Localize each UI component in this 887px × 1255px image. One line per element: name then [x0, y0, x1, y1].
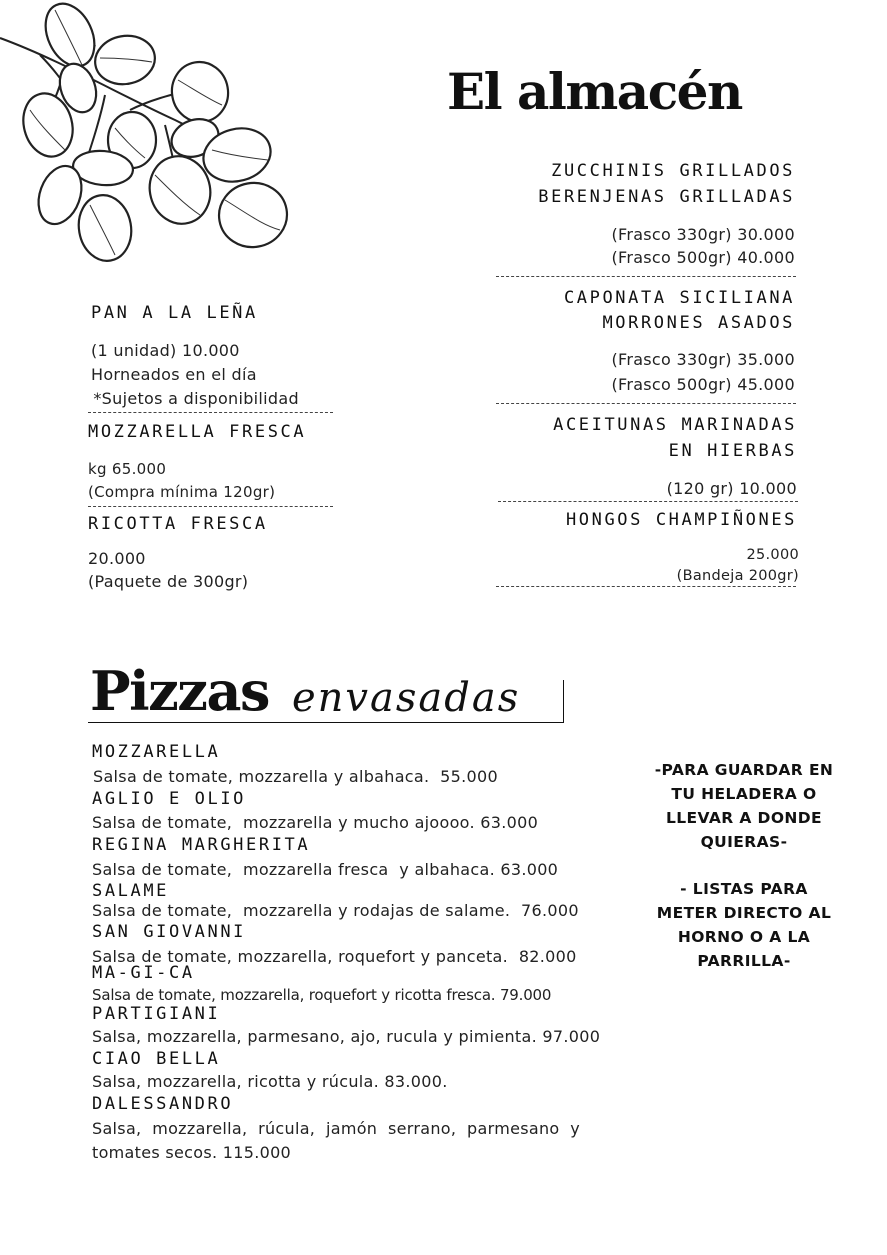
product-detail: 20.000 [88, 549, 146, 568]
pizza-name: SAN GIOVANNI [92, 922, 247, 942]
divider [496, 403, 796, 404]
product-name: CAPONATA SICILIANA [563, 288, 795, 308]
pizza-name: DALESSANDRO [92, 1094, 234, 1114]
divider [496, 586, 796, 587]
pizza-name: AGLIO E OLIO [92, 789, 247, 809]
pizza-desc: Salsa de tomate, mozzarella y rodajas de salame. 76.000 [92, 901, 579, 920]
pizza-desc: Salsa de tomate, mozzarella fresca y albahaca. 63.000 [92, 860, 559, 879]
product-detail: (1 unidad) 10.000 [91, 341, 240, 360]
product-name: RICOTTA FRESCA [88, 514, 268, 534]
title-bracket [563, 680, 564, 723]
pizza-desc: Salsa, mozzarella, parmesano, ajo, rucula y pimienta. 97.000 [92, 1027, 601, 1046]
pizzas-subtitle: envasadas [292, 675, 521, 721]
pizza-name: MOZZARELLA [92, 742, 221, 762]
product-detail: kg 65.000 [88, 460, 167, 478]
product-name: EN HIERBAS [668, 441, 797, 461]
pizza-name: PARTIGIANI [92, 1004, 221, 1024]
divider [88, 506, 333, 507]
product-name: MOZZARELLA FRESCA [88, 422, 307, 442]
product-name: HONGOS CHAMPIÑONES [565, 510, 797, 530]
product-detail: (Compra mínima 120gr) [88, 483, 276, 501]
note-line: PARRILLA- [697, 952, 791, 970]
pizza-name: CIAO BELLA [92, 1049, 221, 1069]
product-price: (Bandeja 200gr) [676, 568, 799, 584]
note-line: LLEVAR A DONDE [665, 809, 823, 827]
page-title: El almacén [447, 62, 742, 121]
pizza-desc: Salsa, mozzarella, ricotta y rúcula. 83.000. [92, 1072, 448, 1091]
leaves-illustration [0, 0, 300, 265]
pizza-desc: Salsa, mozzarella, rúcula, jamón serrano, parmesano y [92, 1119, 581, 1138]
pizza-name: REGINA MARGHERITA [92, 835, 311, 855]
side-note [644, 758, 844, 973]
pizzas-title: Pizzas [90, 659, 269, 723]
product-name: PAN A LA LEÑA [91, 303, 258, 323]
product-price: (Frasco 330gr) 30.000 [611, 225, 795, 244]
divider [498, 501, 798, 502]
product-price: (120 gr) 10.000 [666, 479, 797, 498]
product-price: (Frasco 500gr) 40.000 [611, 248, 795, 267]
divider [496, 276, 796, 277]
note-line: QUIERAS- [700, 833, 788, 851]
note-line: METER DIRECTO AL [656, 904, 832, 922]
product-name: BERENJENAS GRILLADAS [538, 187, 795, 207]
product-detail: Horneados en el día [91, 365, 257, 384]
product-price: 25.000 [746, 547, 799, 563]
note-line: HORNO O A LA [677, 928, 811, 946]
product-price: (Frasco 330gr) 35.000 [611, 350, 795, 369]
pizza-desc: Salsa de tomate, mozzarella, roquefort y panceta. 82.000 [92, 947, 577, 966]
divider [88, 412, 333, 413]
product-detail: (Paquete de 300gr) [88, 572, 249, 591]
note-line: -PARA GUARDAR EN [654, 761, 834, 779]
note-line: TU HELADERA O [671, 785, 817, 803]
pizza-desc: tomates secos. 115.000 [92, 1143, 292, 1162]
pizza-name: MA-GI-CA [92, 963, 195, 983]
product-detail: *Sujetos a disponibilidad [88, 389, 299, 408]
pizza-desc: Salsa de tomate, mozzarella, roquefort y ricotta fresca. 79.000 [92, 986, 552, 1004]
product-name: MORRONES ASADOS [602, 313, 795, 333]
product-price: (Frasco 500gr) 45.000 [611, 375, 795, 394]
title-underline [88, 722, 564, 723]
pizza-desc: Salsa de tomate, mozzarella y mucho ajoooo. 63.000 [92, 813, 539, 832]
pizza-desc: Salsa de tomate, mozzarella y albahaca. 55.000 [93, 767, 498, 786]
note-line: - LISTAS PARA [680, 880, 808, 898]
product-name: ZUCCHINIS GRILLADOS [551, 161, 795, 181]
product-name: ACEITUNAS MARINADAS [553, 415, 797, 435]
pizza-name: SALAME [92, 881, 170, 901]
